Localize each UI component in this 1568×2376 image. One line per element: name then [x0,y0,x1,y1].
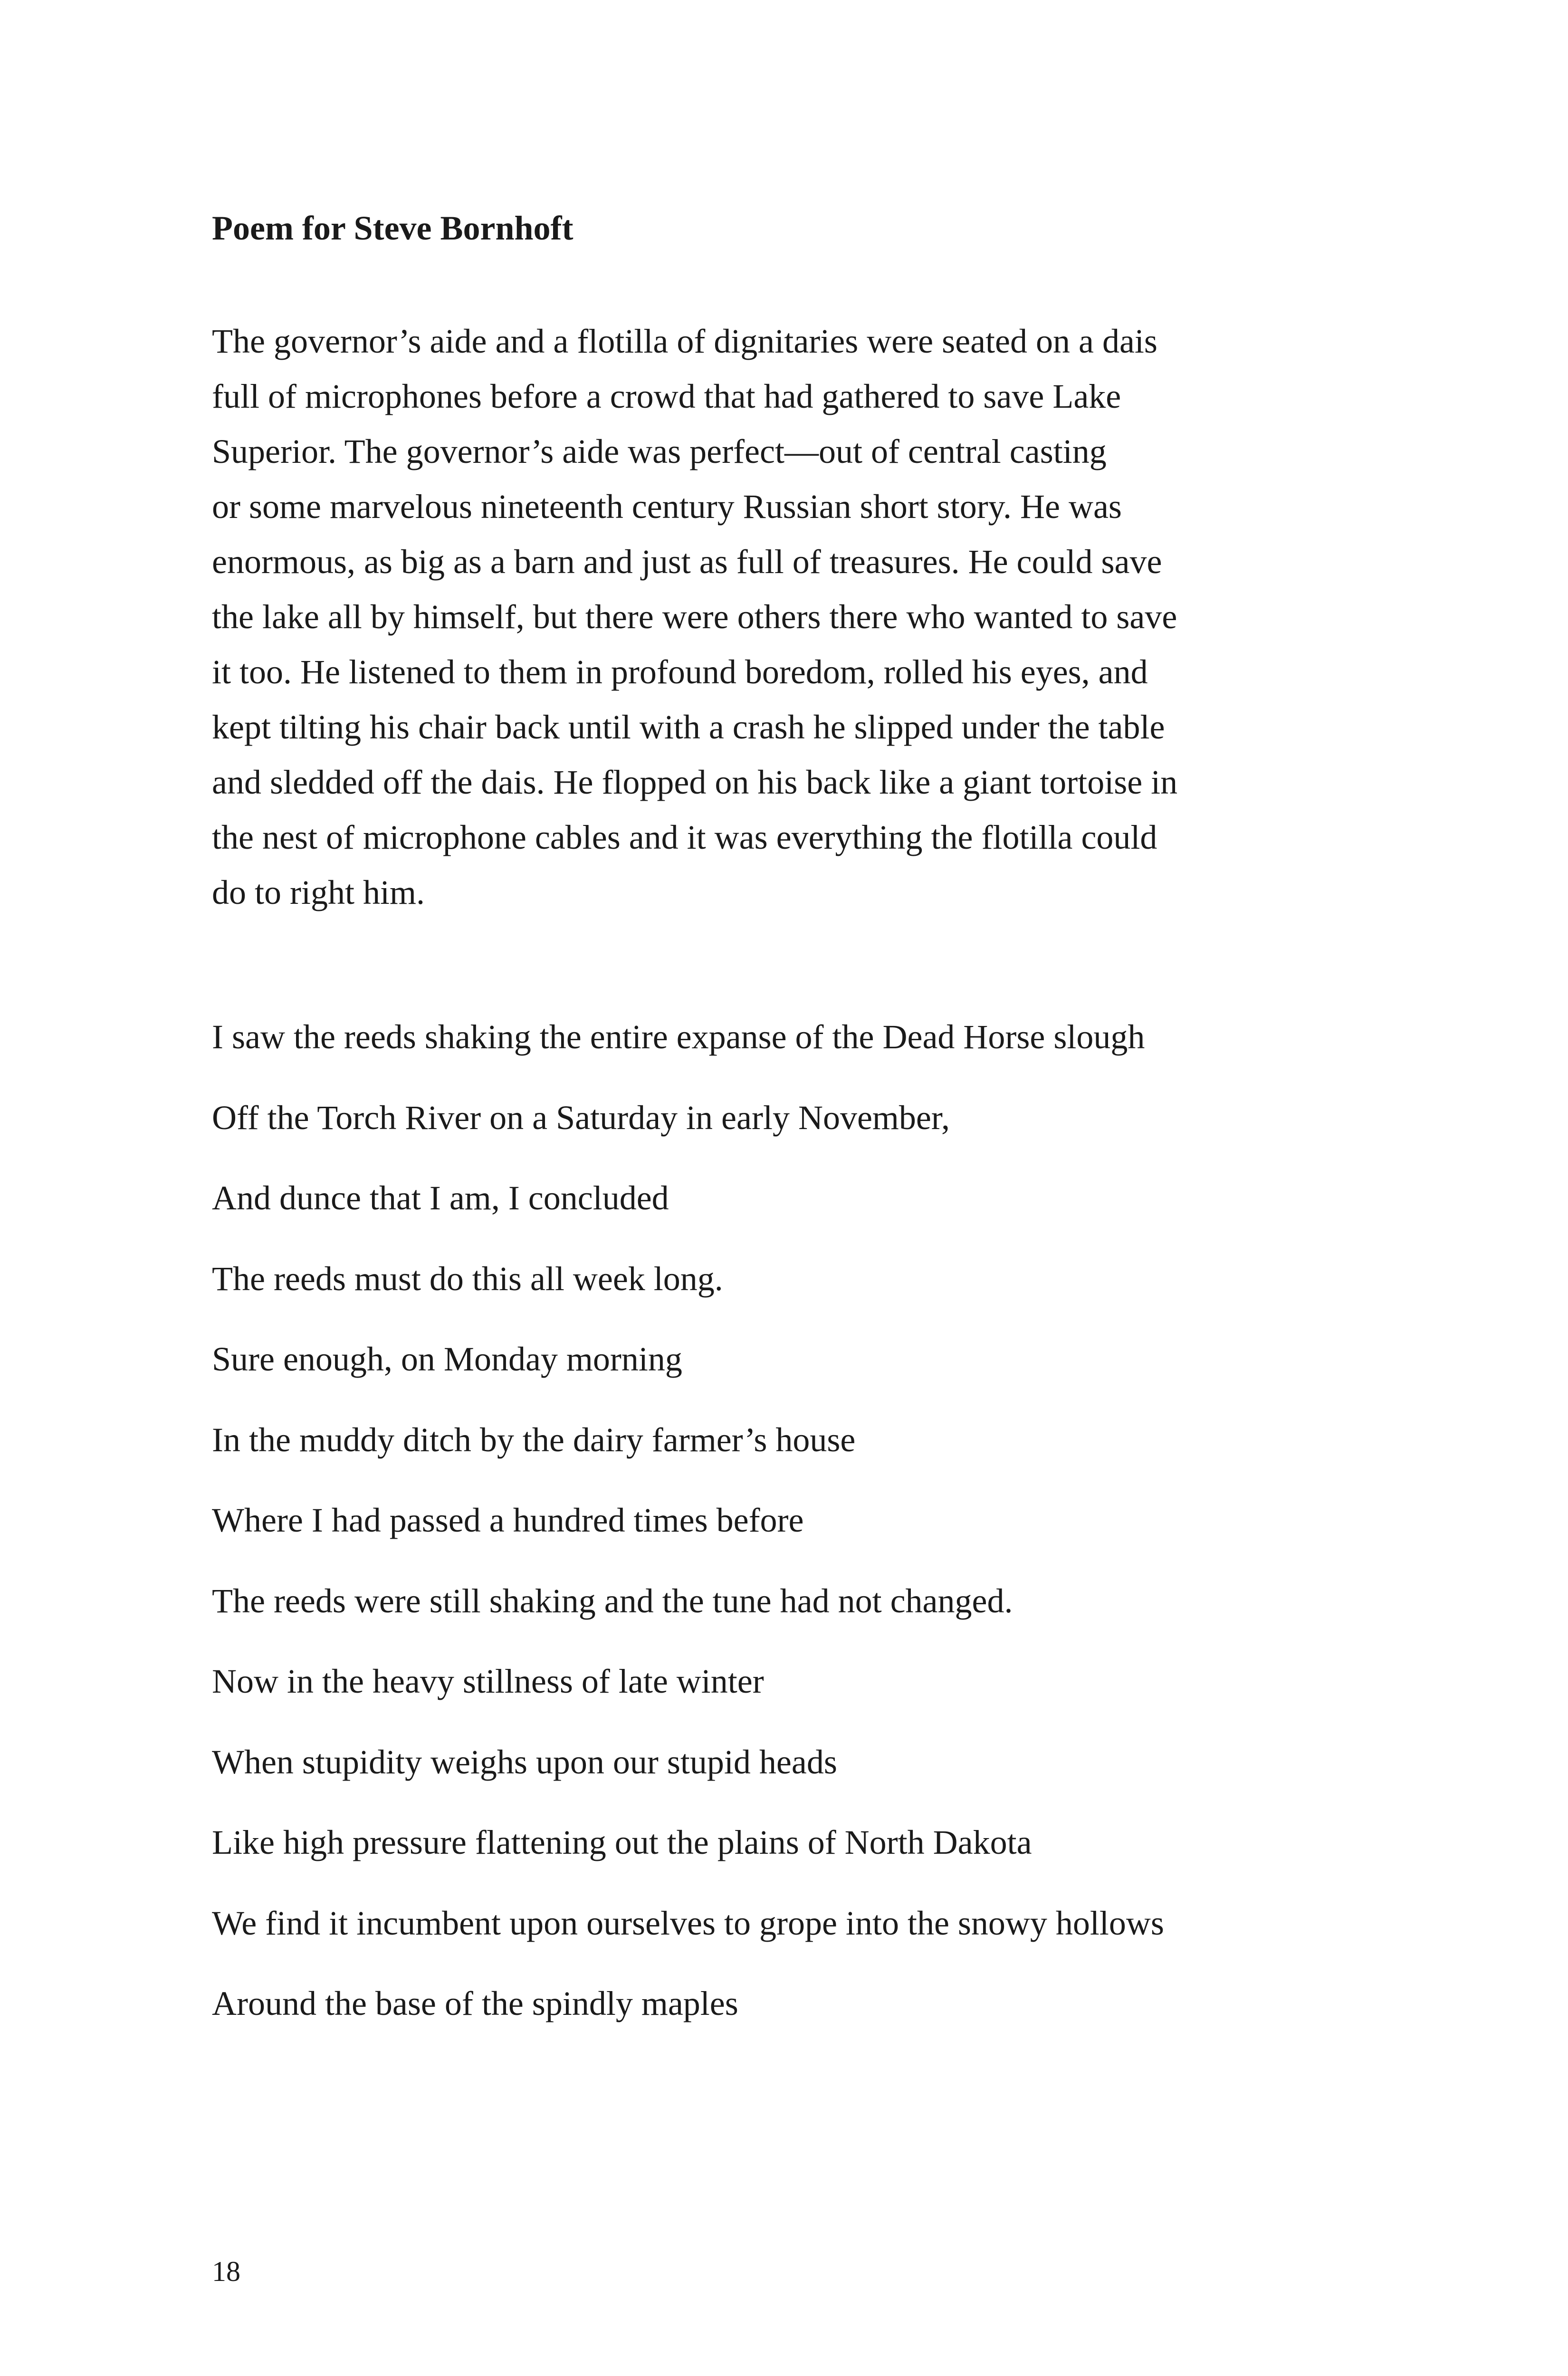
prose-line: and sledded off the dais. He flopped on his back like a giant tortoise in [212,763,1178,801]
page-number: 18 [212,2256,240,2287]
prose-line: full of microphones before a crowd that had gathered to save Lake [212,377,1121,415]
prose-line: do to right him. [212,873,425,911]
poem-line: And dunce that I am, I concluded [212,1179,669,1217]
prose-line: Superior. The governor’s aide was perfect—out of central casting [212,432,1107,470]
poem-line: I saw the reeds shaking the entire expanse of the Dead Horse slough [212,1018,1145,1056]
poem-line: When stupidity weighs upon our stupid heads [212,1743,837,1781]
prose-line: the lake all by himself, but there were others there who wanted to save [212,598,1177,636]
poem-line: Around the base of the spindly maples [212,1984,738,2022]
prose-line: enormous, as big as a barn and just as full of treasures. He could save [212,543,1162,581]
poem-line: Like high pressure flattening out the plains of North Dakota [212,1823,1032,1861]
poem-line: The reeds were still shaking and the tune had not changed. [212,1581,1013,1620]
poem-line: Now in the heavy stillness of late winter [212,1662,764,1700]
poem-stanza [212,1008,1164,2056]
prose-line: kept tilting his chair back until with a crash he slipped under the table [212,708,1165,746]
poem-line: Where I had passed a hundred times before [212,1501,804,1539]
prose-line: the nest of microphone cables and it was everything the flotilla could [212,818,1157,856]
poem-line: In the muddy ditch by the dairy farmer’s house [212,1420,856,1459]
prose-line: or some marvelous nineteenth century Russian short story. He was [212,488,1122,526]
prose-line: it too. He listened to them in profound boredom, rolled his eyes, and [212,653,1148,691]
poem-line: The reeds must do this all week long. [212,1259,723,1298]
poem-line: Sure enough, on Monday morning [212,1340,682,1378]
prose-line: The governor’s aide and a flotilla of dignitaries were seated on a dais [212,322,1157,360]
poem-title: Poem for Steve Bornhoft [212,209,574,247]
poem-line: Off the Torch River on a Saturday in early November, [212,1098,950,1137]
poem-line: We find it incumbent upon ourselves to grope into the snowy hollows [212,1904,1164,1942]
prose-paragraph [212,314,1362,920]
